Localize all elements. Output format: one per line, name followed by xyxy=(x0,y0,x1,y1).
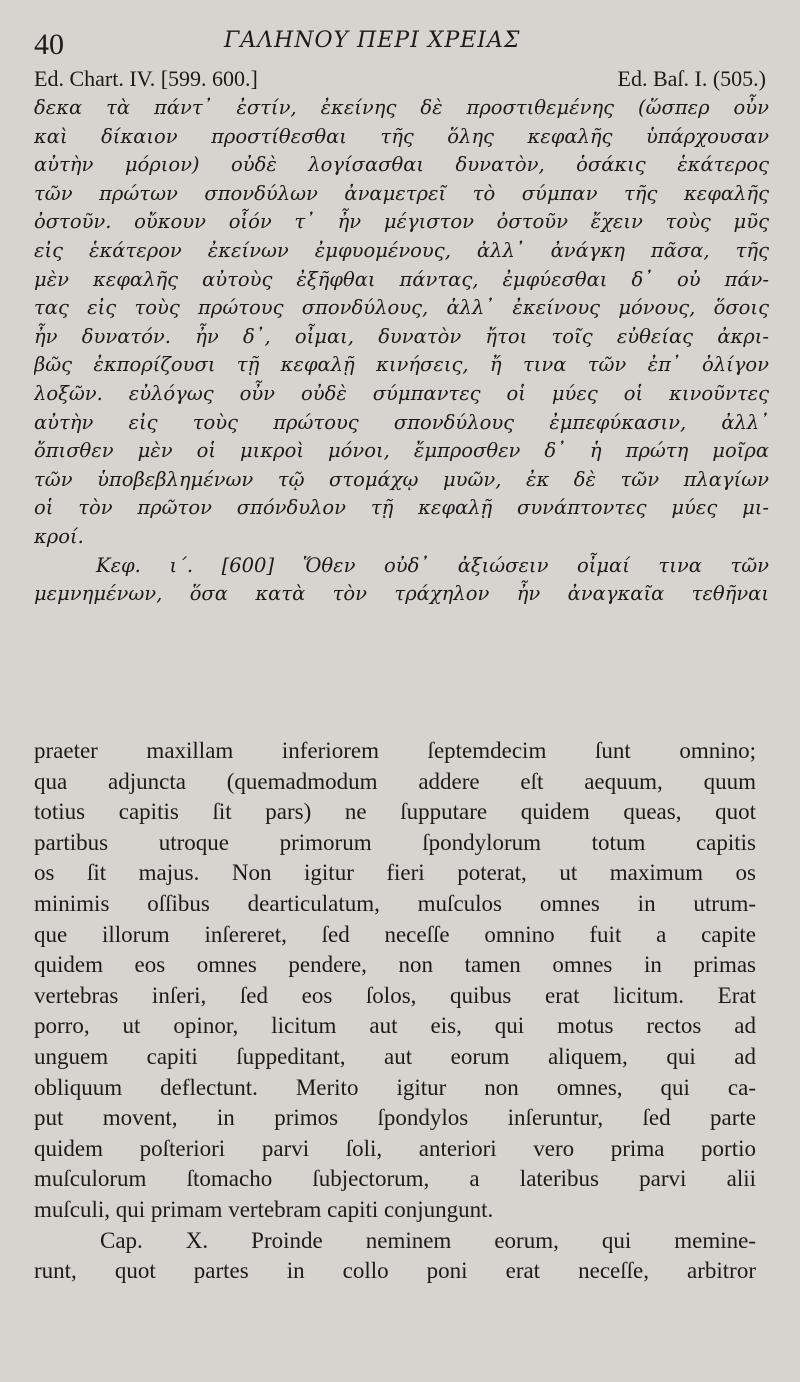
greek-text-line: οἱ τὸν πρῶτον σπόνδυλον τῇ κεφαλῇ συνάπτοντες μύες μι- xyxy=(34,496,769,520)
greek-text-line: αὐτὴν μόριον) οὐδὲ λογίσασθαι δυνατὸν, ὁσάκις ἑκάτερος xyxy=(34,153,769,177)
greek-text-line: δεκα τὰ πάντ᾽ ἐστίν, ἐκείνης δὲ προστιθεμένης (ὥσπερ οὖν xyxy=(34,96,769,119)
greek-text-line: κροί. xyxy=(34,524,84,548)
greek-text-line: ἦν δυνατόν. ἦν δ᾽, οἶμαι, δυνατὸν ἤτοι τοῖς εὐθείας ἀκρι- xyxy=(34,324,769,348)
page-header xyxy=(34,22,766,62)
greek-text-line: αὐτὴν εἰς τοὺς πρώτους σπονδύλους ἐμπεφύκασιν, ἀλλ᾽ xyxy=(34,410,769,434)
page-number: 40 xyxy=(34,28,64,61)
edition-reference-line xyxy=(34,66,766,94)
latin-text-line: muſculi, qui primam vertebram capiti conjungunt. xyxy=(34,1196,494,1222)
latin-text-block xyxy=(34,736,756,1287)
latin-text-line: que illorum inſereret, ſed neceſſe omnino fuit a capite xyxy=(34,921,756,947)
latin-text-line: quidem poſteriori parvi ſoli, anteriori vero prima portio xyxy=(34,1135,756,1161)
greek-text-line: τας εἰς τοὺς πρώτους σπονδύλους, ἀλλ᾽ ἐκείνους μόνους, ὅσοις xyxy=(34,296,769,320)
greek-chapter-heading-line: Κεφ. ι΄. [600] Ὅθεν οὐδ᾽ ἀξιώσειν οἶμαί τινα τῶν xyxy=(96,553,769,577)
greek-text-line: ὄπισθεν μὲν οἱ μικροὶ μόνοι, ἔμπροσθεν δ᾽ ἡ πρώτη μοῖρα xyxy=(34,439,769,463)
greek-text-line: λοξῶν. εὐλόγως οὖν οὐδὲ σύμπαντες οἱ μύες οἱ κινοῦντες xyxy=(34,381,769,405)
running-title: ΓΑΛΗΝΟΥ ΠΕΡΙ ΧΡΕΙΑΣ xyxy=(224,28,521,53)
latin-text-line: os ſit majus. Non igitur fieri poterat, ut maximum os xyxy=(34,860,756,886)
latin-text-line: porro, ut opinor, licitum aut eis, qui motus rectos ad xyxy=(34,1013,756,1039)
latin-text-line: vertebras inſeri, ſed eos ſolos, quibus erat licitum. Erat xyxy=(34,982,756,1008)
greek-text-line: καὶ δίκαιον προστίθεσθαι τῆς ὅλης κεφαλῆς ὑπάρχουσαν xyxy=(34,124,769,148)
latin-text-line: totius capitis ſit pars) ne ſupputare quidem queas, quot xyxy=(34,799,756,825)
latin-text-line: quidem eos omnes pendere, non tamen omnes in primas xyxy=(34,952,756,978)
latin-text-line: unguem capiti ſuppeditant, aut eorum aliquem, qui ad xyxy=(34,1043,756,1069)
greek-text-line: τῶν ὑποβεβλημένων τῷ στομάχῳ μυῶν, ἐκ δὲ τῶν πλαγίων xyxy=(34,467,769,491)
latin-text-line: runt, quot partes in collo poni erat neceſſe, arbitror xyxy=(34,1258,756,1284)
latin-text-line: praeter maxillam inferiorem ſeptemdecim ſunt omnino; xyxy=(34,738,756,763)
greek-text-line: μεμνημένων, ὅσα κατὰ τὸν τράχηλον ἦν ἀναγκαῖα τεθῆναι xyxy=(34,582,769,606)
edition-basel-ref: Ed. Baſ. I. (505.) xyxy=(617,66,766,91)
latin-text-line: qua adjuncta (quemadmodum addere eſt aequum, quum xyxy=(34,768,756,794)
latin-chapter-heading-line: Cap. X. Proinde neminem eorum, qui memine- xyxy=(100,1227,756,1253)
greek-text-line: τῶν πρώτων σπονδύλων ἀναμετρεῖ τὸ σύμπαν τῆς κεφαλῆς xyxy=(34,181,769,205)
edition-chartier-ref: Ed. Chart. IV. [599. 600.] xyxy=(34,66,258,91)
latin-text-line: muſculorum ſtomacho ſubjectorum, a lateribus parvi alii xyxy=(34,1166,756,1192)
latin-text-line: minimis oſſibus dearticulatum, muſculos omnes in utrum- xyxy=(34,890,756,916)
greek-text-line: μὲν κεφαλῆς αὐτοὺς ἐξῆφθαι πάντας, ἐμφύεσθαι δ᾽ οὐ πάν- xyxy=(34,267,769,291)
greek-text-line: ὀστοῦν. οὔκουν οἷόν τ᾽ ἦν μέγιστον ὀστοῦν ἔχειν τοὺς μῦς xyxy=(34,210,769,234)
latin-text-line: obliquum deflectunt. Merito igitur non omnes, qui ca- xyxy=(34,1074,756,1100)
greek-text-block xyxy=(34,94,769,609)
latin-text-line: partibus utroque primorum ſpondylorum totum capitis xyxy=(34,829,756,855)
greek-text-line: βῶς ἐκπορίζουσι τῇ κεφαλῇ κινήσεις, ἤ τινα τῶν ἐπ᾽ ὀλίγον xyxy=(34,353,769,377)
latin-text-line: put movent, in primos ſpondylos inſeruntur, ſed parte xyxy=(34,1105,756,1131)
greek-text-line: εἰς ἑκάτερον ἐκείνων ἐμφυομένους, ἀλλ᾽ ἀνάγκη πᾶσα, τῆς xyxy=(34,238,769,262)
